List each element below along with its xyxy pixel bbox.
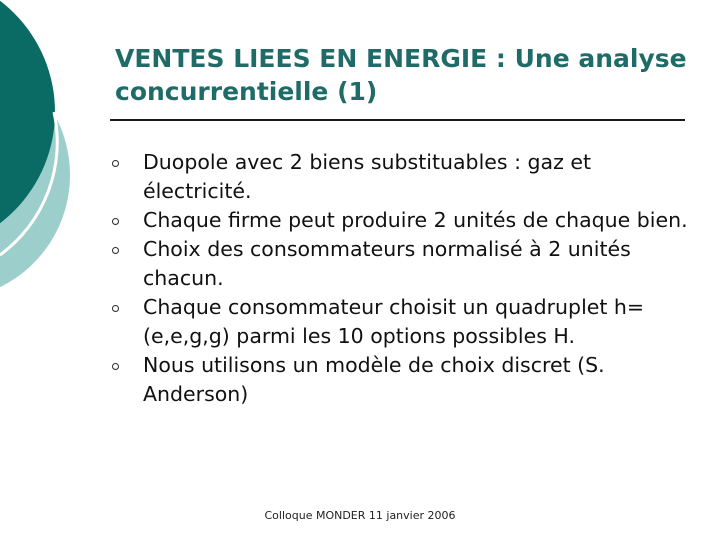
list-item bbox=[110, 148, 690, 206]
bullet-text: Chaque firme peut produire 2 unités de chaque bien. bbox=[143, 208, 688, 232]
list-item bbox=[110, 206, 690, 235]
list-item bbox=[110, 235, 690, 293]
circle-bullet-icon bbox=[112, 247, 119, 254]
bullet-text: Chaque consommateur choisit un quadruplet h=(e,e,g,g) parmi les 10 options possibles H. bbox=[143, 295, 645, 348]
list-item bbox=[110, 293, 690, 351]
slide-footer: Colloque MONDER 11 janvier 2006 bbox=[264, 509, 456, 522]
bullet-text: Choix des consommateurs normalisé à 2 unités chacun. bbox=[143, 237, 631, 290]
list-item bbox=[110, 351, 690, 409]
bullet-list bbox=[110, 148, 690, 409]
title-underline bbox=[110, 119, 685, 121]
bullet-text: Nous utilisons un modèle de choix discret (S. Anderson) bbox=[143, 353, 605, 406]
bullet-text: Duopole avec 2 biens substituables : gaz et électricité. bbox=[143, 150, 591, 203]
circle-bullet-icon bbox=[112, 305, 119, 312]
slide-title: VENTES LIEES EN ENERGIE : Une analyse concurrentielle (1) bbox=[115, 44, 687, 106]
circle-bullet-icon bbox=[112, 218, 119, 225]
circle-bullet-icon bbox=[112, 160, 119, 167]
circle-bullet-icon bbox=[112, 363, 119, 370]
